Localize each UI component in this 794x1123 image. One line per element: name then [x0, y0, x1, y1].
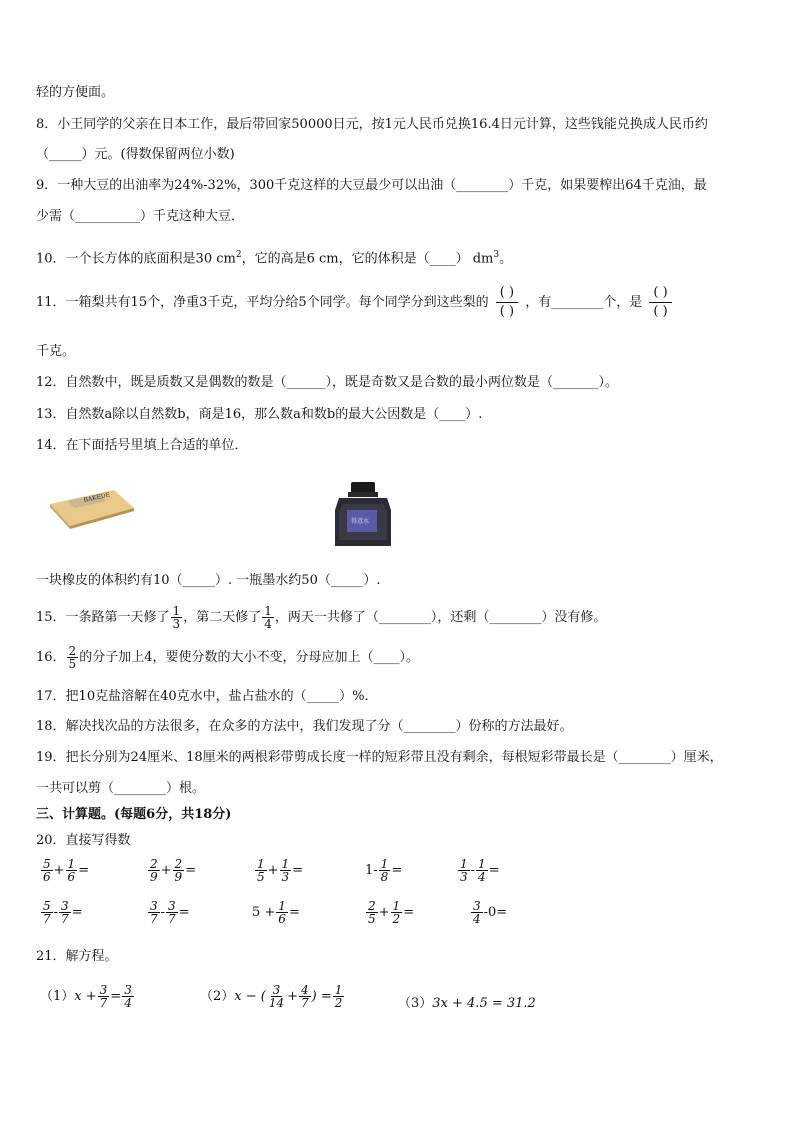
calc-item: $\frac{1}{5}$ + $\frac{1}{3}$ =: [257, 857, 304, 884]
question-18: 18．解决找次品的方法很多，在众多的方法中，我们发现了分（________）份称的方法最好。: [36, 719, 573, 734]
calc-item: $\frac{3}{7}$ - $\frac{3}{7}$ =: [150, 899, 190, 926]
question-8-line1: 8．小王同学的父亲在日本工作，最后带回家50000日元，按1元人民币兑换16.4日元计算，这些钱能兑换成人民币约: [36, 117, 708, 132]
question-13: 13．自然数a除以自然数b，商是16，那么数a和数b的最大公因数是（____）.: [36, 407, 483, 422]
question-19-line1: 19．把长分别为24厘米、18厘米的两根彩带剪成长度一样的短彩带且没有剩余，每根短彩带最长是（________）厘米，: [36, 750, 723, 765]
calc-item: $\frac{2}{5}$ + $\frac{1}{2}$ =: [368, 899, 415, 926]
eraser-label: BAKEDE: [82, 491, 111, 504]
question-8-line2: （_____）元。(得数保留两位小数): [36, 147, 235, 162]
question-11: 11．一箱梨共有15个，净重3千克，平均分给5个同学。每个同学分到这些梨的 ( ) ( ) ，有________个，是 ( ) ( ): [36, 284, 675, 321]
ink-label: 得意水: [351, 518, 370, 525]
calc-item: $\frac{5}{6}$ + $\frac{1}{6}$ =: [43, 857, 90, 884]
calc-item: 5 + $\frac{1}{6}$ =: [252, 899, 300, 926]
blank-fraction: ( ) ( ): [496, 284, 518, 321]
question-12: 12．自然数中，既是质数又是偶数的数是（______），既是奇数又是合数的最小两位数是（_______）。: [36, 375, 619, 390]
equation-3: （3）3x + 4.5 = 31.2: [398, 996, 536, 1011]
question-20-title: 20．直接写得数: [36, 833, 131, 848]
eraser-image: [44, 486, 136, 530]
calc-item: $\frac{2}{9}$ + $\frac{2}{9}$ =: [150, 857, 197, 884]
question-9-line2: 少需（__________）千克这种大豆．: [36, 209, 245, 224]
question-10: 10．一个长方体的底面积是30 $cm^2$，它的高是6 cm，它的体积是（____） $dm^3$。: [36, 250, 513, 267]
calc-item: $\frac{5}{7}$ - $\frac{3}{7}$ =: [43, 899, 83, 926]
question-14-line: 一块橡皮的体积约有10（_____）. 一瓶墨水约50（_____）.: [36, 573, 381, 588]
question-19-line2: 一共可以剪（________）根。: [36, 781, 206, 796]
text-line: 轻的方便面。: [36, 85, 115, 100]
ink-bottle-image: [333, 480, 393, 550]
calc-item: $\frac{1}{3}$ - $\frac{1}{4}$ =: [460, 857, 500, 884]
question-21-title: 21．解方程。: [36, 949, 118, 964]
equation-1: （1）x + $\frac{3}{7}$ = $\frac{3}{4}$: [40, 983, 132, 1010]
section-3-heading: 三、计算题。(每题6分，共18分): [36, 807, 232, 822]
calc-item: $\frac{3}{4}$ -0=: [473, 899, 508, 926]
question-15: 15．一条路第一天修了 $\frac{1}{3}$ ，第二天修了 $\frac{1}{4}$ ，两天一共修了（________），还剩（________）没有修。: [36, 604, 607, 631]
question-14-title: 14．在下面括号里填上合适的单位．: [36, 438, 248, 453]
question-11-tail: 千克。: [36, 344, 76, 359]
equation-2: （2）x − ( $\frac{3}{14}$ + $\frac{4}{7}$ ) = $\frac{1}{2}$: [200, 983, 343, 1010]
question-9-line1: 9．一种大豆的出油率为24%-32%，300千克这样的大豆最少可以出油（________）千克，如果要榨出64千克油，最: [36, 178, 707, 193]
calc-item: 1- $\frac{1}{8}$ =: [365, 857, 403, 884]
blank-fraction: ( ) ( ): [649, 284, 671, 321]
question-16: 16． $\frac{2}{5}$ 的分子加上4，要使分数的大小不变，分母应加上（____）。: [36, 644, 419, 671]
question-17: 17．把10克盐溶解在40克水中，盐占盐水的（_____）%.: [36, 689, 369, 704]
